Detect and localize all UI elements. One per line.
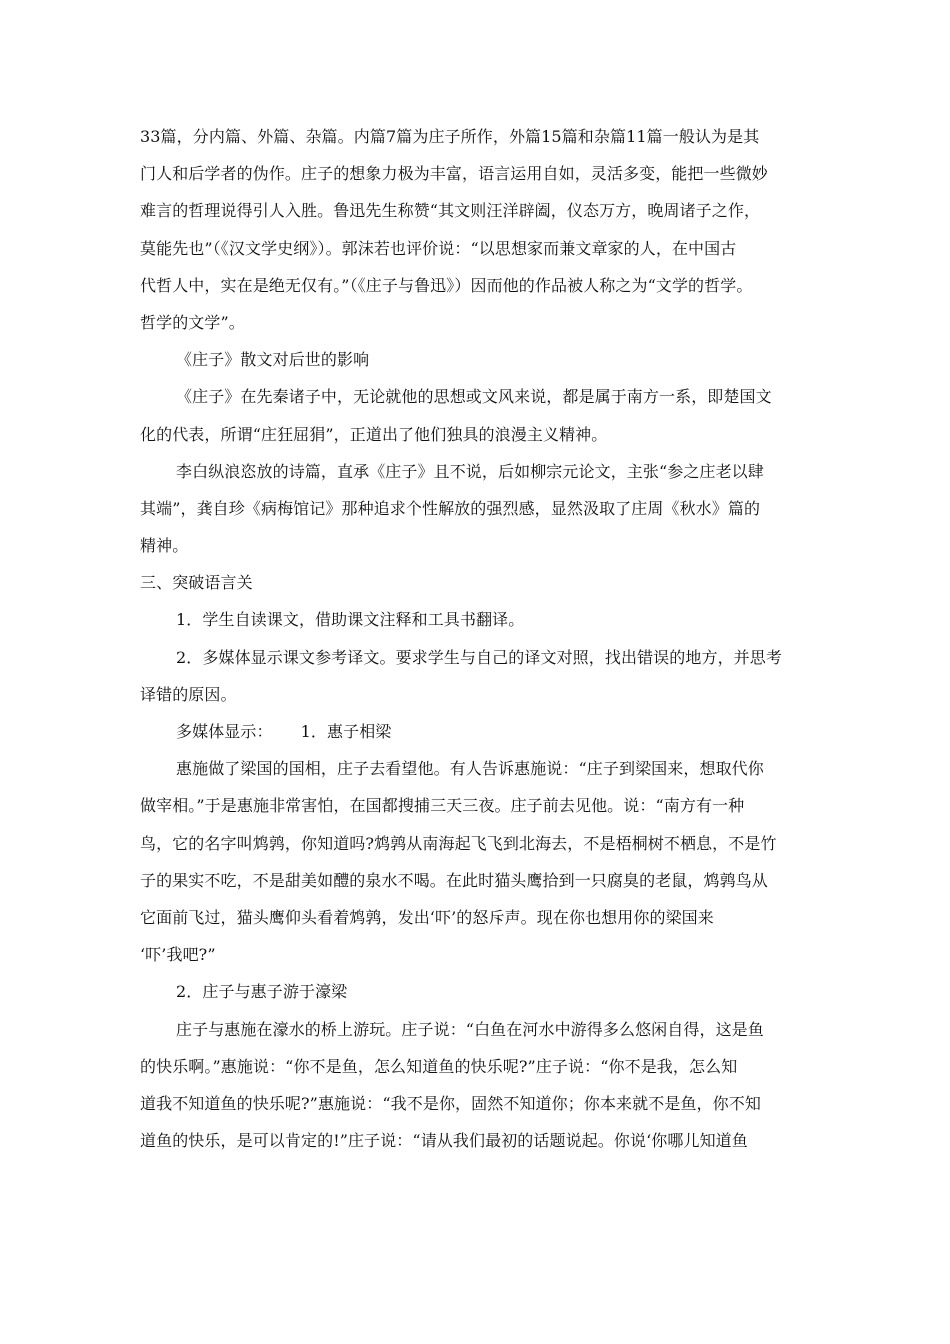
text-line: 代哲人中，实在是绝无仅有。”（《庄子与鲁迅》）因而他的作品被人称之为“文学的哲学。: [140, 275, 753, 295]
subheading-line: [140, 713, 812, 750]
text-line: 它面前飞过，猫头鹰仰头看着鸩鹑，发出‘吓’的怒斥声。现在你也想用你的梁国来: [140, 907, 714, 927]
section-heading: 《庄子》散文对后世的影响: [176, 350, 370, 370]
list-item: 2．多媒体显示课文参考译文。要求学生与自己的译文对照，找出错误的地方，并思考: [176, 647, 782, 667]
text-line: 《庄子》在先秦诸子中，无论就他的思想或文风来说，都是属于南方一系，即楚国文: [176, 387, 772, 407]
list-item: 1．学生自读课文，借助课文注释和工具书翻译。: [176, 610, 525, 630]
text-line: 难言的哲理说得引人入胜。鲁迅先生称赞“其文则汪洋辟阖，仪态万方，晚周诸子之作，: [140, 201, 761, 221]
text-line: 其端”，龚自珍《病梅馆记》那种追求个性解放的强烈感，显然汲取了庄周《秋水》篇的: [140, 498, 761, 518]
text-line: 庄子与惠施在濠水的桥上游玩。庄子说：“白鱼在河水中游得多么悠闲自得，这是鱼: [176, 1019, 764, 1039]
text-line: 李白纵浪恣放的诗篇，直承《庄子》且不说，后如柳宗元论文，主张“参之庄老以肆: [176, 461, 764, 481]
text-line: 门人和后学者的伪作。庄子的想象力极为丰富，语言运用自如，灵活多变，能把一些微妙: [140, 164, 768, 184]
text-line: 精神。: [140, 536, 189, 556]
multimedia-label: 多媒体显示：: [176, 722, 273, 741]
text-line: 哲学的文学”。: [140, 312, 245, 332]
text-line: 鸟，它的名字叫鸩鹑，你知道吗?鸩鹑从南海起飞飞到北海去，不是梧桐树不栖息，不是竹: [140, 833, 777, 853]
text-line: ‘吓’我吧?”: [140, 945, 216, 965]
text-line: 做宰相。”于是惠施非常害怕，在国都搜捕三天三夜。庄子前去见他。说：“南方有一种: [140, 796, 745, 816]
text-line: 道鱼的快乐，是可以肯定的!”庄子说：“请从我们最初的话题说起。你说‘你哪儿知道鱼: [140, 1131, 748, 1151]
text-line: 化的代表，所谓“庄狂屈狷”，正道出了他们独具的浪漫主义精神。: [140, 424, 608, 444]
passage-title: 2．庄子与惠子游于濠梁: [176, 982, 348, 1002]
passage-title: 1．惠子相梁: [300, 722, 392, 741]
text-line: 莫能先也”（《汉文学史纲》）。郭沫若也评价说：“以思想家而兼文章家的人，在中国古: [140, 238, 737, 258]
text-line: 33篇，分内篇、外篇、杂篇。内篇7篇为庄子所作，外篇15篇和杂篇11篇一般认为是其: [140, 127, 760, 146]
text-line: 子的果实不吃，不是甜美如醴的泉水不喝。在此时猫头鹰拾到一只腐臭的老鼠，鸩鹑鸟从: [140, 870, 768, 890]
text-line: 惠施做了梁国的国相，庄子去看望他。有人告诉惠施说：“庄子到梁国来，想取代你: [176, 759, 764, 779]
section-heading: 三、突破语言关: [140, 573, 253, 593]
text-line: 译错的原因。: [140, 684, 237, 704]
document-body: [140, 118, 812, 1159]
text-line: 的快乐啊。”惠施说：“你不是鱼，怎么知道鱼的快乐呢?”庄子说：“你不是我，怎么知: [140, 1056, 738, 1076]
text-line: 道我不知道鱼的快乐呢?”惠施说：“我不是你，固然不知道你；你本来就不是鱼，你不知: [140, 1093, 761, 1113]
